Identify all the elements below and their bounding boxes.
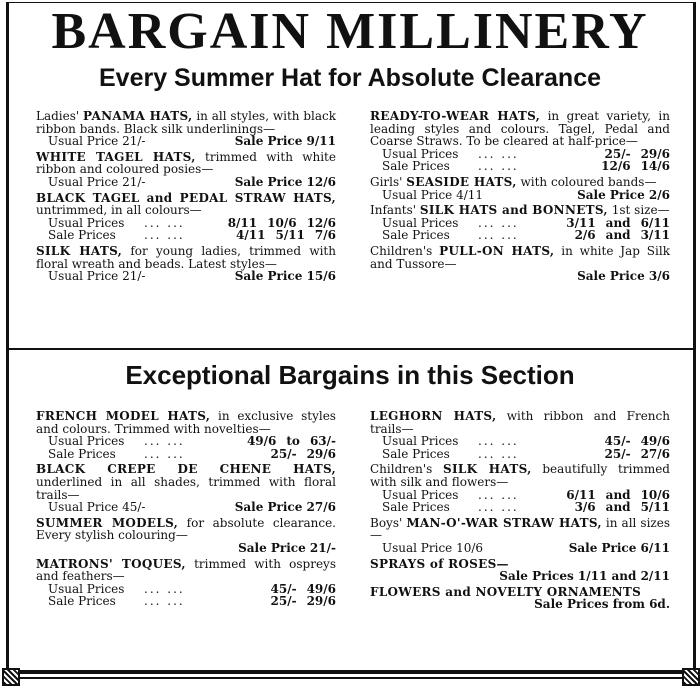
product-listing [36, 410, 336, 460]
product-details: with coloured bands— [520, 174, 657, 189]
sale-prices-label: Sale Prices [382, 500, 450, 515]
usual-prices-value: and [605, 215, 631, 230]
price-row [370, 542, 670, 555]
product-details: underlined in all shades, trimmed with floral trails— [36, 474, 336, 502]
price-row [36, 270, 336, 283]
sale-prices-values [206, 229, 336, 242]
product-name: SEASIDE HATS, [406, 174, 517, 189]
product-listing [36, 463, 336, 513]
page-title: BARGAIN MILLINERY [51, 3, 649, 60]
price-row [36, 542, 336, 555]
usual-prices-value: 25/- [604, 146, 631, 161]
sale-prices-value: 25/- [270, 446, 297, 461]
usual-price: Usual Price 21/- [48, 134, 146, 149]
product-lead: Infants' [370, 203, 417, 218]
bottom-right-column [370, 410, 670, 614]
usual-prices-value: 63/- [309, 434, 336, 449]
sale-prices-value: 25/- [604, 446, 631, 461]
usual-prices-value: 49/6 [306, 581, 336, 596]
price-row [36, 176, 336, 189]
usual-prices-value: 45/- [604, 434, 631, 449]
sale-prices-values [540, 501, 670, 514]
section-title: Exceptional Bargains in this Section [125, 360, 575, 390]
product-name: SILK HATS, [36, 243, 123, 258]
usual-prices-label: Usual Prices [382, 146, 459, 161]
usual-price: Usual Price 21/- [48, 174, 146, 189]
usual-prices-label: Usual Prices [382, 487, 459, 502]
product-description [36, 410, 336, 435]
sale-prices-values [540, 448, 670, 461]
product-lead: Girls' [370, 174, 403, 189]
product-name: LEGHORN HATS, [370, 409, 497, 423]
top-right-column [370, 110, 670, 286]
product-name: SUMMER MODELS, [36, 515, 179, 530]
product-listing [36, 151, 336, 189]
sale-prices-values [206, 595, 336, 608]
product-listing [36, 245, 336, 283]
corner-ornament-icon [682, 668, 700, 686]
usual-prices-value: to [286, 434, 300, 449]
usual-prices-value: 45/- [270, 581, 297, 596]
usual-price: Usual Price 21/- [48, 269, 146, 284]
price-row [36, 501, 336, 514]
product-name: SILK HATS and BONNETS, [419, 203, 608, 218]
sale-price: Sale Price 2/6 [577, 187, 670, 202]
sale-prices-value: 2/6 [574, 228, 596, 243]
sale-prices-row [36, 595, 336, 608]
leader-dots: ... ... [144, 228, 185, 243]
usual-prices-label: Usual Prices [48, 215, 125, 230]
sale-prices-row [36, 229, 336, 242]
usual-prices-value: 8/11 [227, 215, 258, 230]
usual-prices-value: 29/6 [640, 146, 670, 161]
product-listing [370, 586, 670, 611]
product-description [36, 517, 336, 542]
product-name: WHITE TAGEL HATS, [36, 149, 196, 164]
product-description [370, 176, 670, 189]
sale-prices-label: Sale Prices [48, 446, 116, 461]
product-details: trimmed with ospreys and feathers— [36, 556, 336, 584]
sale-prices-row [370, 229, 670, 242]
product-name: BLACK TAGEL and PEDAL STRAW HATS, [36, 190, 336, 205]
sale-prices-value: 4/11 [236, 228, 266, 243]
price-row [370, 598, 670, 611]
leader-dots: ... ... [478, 500, 519, 515]
section-divider [6, 348, 694, 350]
product-name: READY-TO-WEAR HATS, [370, 109, 541, 123]
page-subtitle: Every Summer Hat for Absolute Clearance [98, 64, 602, 92]
sale-prices-value: 29/6 [306, 594, 336, 609]
product-name: PULL-ON HATS, [439, 243, 555, 258]
usual-prices-label: Usual Prices [382, 434, 459, 449]
product-listing [370, 245, 670, 283]
product-description [370, 410, 670, 435]
product-lead: Children's [370, 462, 433, 477]
sale-price: Sale Price 6/11 [568, 540, 670, 555]
product-lead: Boys' [370, 515, 403, 530]
price-row [370, 570, 670, 583]
sale-price: Sale Price 9/11 [234, 134, 336, 149]
sale-prices-value: 27/6 [640, 446, 670, 461]
sale-prices-row [370, 160, 670, 173]
sale-price: Sale Price 15/6 [234, 269, 336, 284]
product-listing [370, 110, 670, 173]
product-listing [370, 204, 670, 242]
product-details: for absolute clearance. Every stylish colouring— [36, 515, 336, 543]
leader-dots: ... ... [144, 446, 185, 461]
usual-prices-value: 3/11 [566, 215, 596, 230]
bottom-rule [6, 670, 696, 674]
product-details: in all sizes— [370, 515, 670, 543]
price-row [370, 270, 670, 283]
usual-prices-value: 49/6 [640, 434, 670, 449]
product-details: in great variety, in leading styles and colours. Tagel, Pedal and Coarse Straws. To be cleared at half-price— [370, 109, 670, 149]
product-description [36, 192, 336, 217]
product-description [370, 204, 670, 217]
leader-dots: ... ... [478, 146, 519, 161]
usual-prices-value: 10/6 [640, 487, 670, 502]
usual-prices-label: Usual Prices [48, 434, 125, 449]
sale-prices-row [370, 448, 670, 461]
usual-prices-row [36, 435, 336, 448]
sale-prices-value: and [605, 228, 631, 243]
leader-dots: ... ... [478, 446, 519, 461]
usual-prices-value: 10/6 [267, 215, 297, 230]
product-listing [370, 517, 670, 555]
sale-prices-value: 25/- [270, 594, 297, 609]
usual-price: Usual Price 4/11 [382, 187, 484, 202]
product-description [36, 245, 336, 270]
usual-prices-label: Usual Prices [382, 215, 459, 230]
usual-prices-values [206, 435, 336, 448]
sale-prices-row [36, 448, 336, 461]
product-listing [36, 192, 336, 242]
sale-prices-label: Sale Prices [382, 446, 450, 461]
sale-price: Sale Price 12/6 [234, 174, 336, 189]
usual-prices-value: 49/6 [246, 434, 277, 449]
price-row [36, 135, 336, 148]
leader-dots: ... ... [144, 594, 185, 609]
product-name: PANAMA HATS, [83, 109, 193, 123]
product-details: untrimmed, in all colours— [36, 203, 202, 218]
product-listing [370, 410, 670, 460]
product-description [36, 151, 336, 176]
leader-dots: ... ... [144, 434, 185, 449]
sale-prices-value: 7/6 [314, 228, 336, 243]
sale-prices-row [370, 501, 670, 514]
leader-dots: ... ... [144, 581, 185, 596]
bottom-left-column [36, 410, 336, 611]
sale-price: Sale Price 27/6 [234, 500, 336, 515]
usual-price: Usual Price 45/- [48, 500, 146, 515]
product-listing [36, 110, 336, 148]
sale-prices-label: Sale Prices [382, 159, 450, 174]
leader-dots: ... ... [478, 159, 519, 174]
bottom-rule-thin [6, 677, 696, 679]
product-listing [36, 517, 336, 555]
sale-prices-value: 12/6 [601, 159, 631, 174]
usual-prices-value: 6/11 [640, 215, 670, 230]
sale-prices-value: 3/11 [640, 228, 670, 243]
product-name: MAN-O'-WAR STRAW HATS, [406, 515, 602, 530]
usual-prices-value: 12/6 [306, 215, 336, 230]
usual-prices-value: and [605, 487, 631, 502]
sale-price: Sale Prices from 6d. [534, 597, 670, 612]
product-details: in exclusive styles and colours. Trimmed with novelties— [36, 409, 336, 436]
leader-dots: ... ... [478, 487, 519, 502]
product-lead: Ladies' [36, 109, 80, 123]
product-description [36, 110, 336, 135]
product-details: in white Jap Silk and Tussore— [370, 243, 670, 271]
leader-dots: ... ... [144, 215, 185, 230]
leader-dots: ... ... [478, 434, 519, 449]
product-description [370, 245, 670, 270]
sale-prices-values [206, 448, 336, 461]
product-details: with ribbon and French trails— [370, 409, 670, 436]
sale-prices-label: Sale Prices [382, 228, 450, 243]
sale-prices-value: 5/11 [275, 228, 305, 243]
usual-prices-label: Usual Prices [48, 581, 125, 596]
sale-prices-value: 14/6 [640, 159, 670, 174]
sale-prices-value: 5/11 [640, 500, 670, 515]
sale-prices-label: Sale Prices [48, 228, 116, 243]
usual-prices-values [540, 435, 670, 448]
price-row [370, 189, 670, 202]
product-details: 1st size— [611, 203, 670, 218]
product-description [36, 463, 336, 501]
product-description [370, 110, 670, 148]
sale-price: Sale Price 21/- [238, 540, 336, 555]
product-description [36, 558, 336, 583]
sale-price: Sale Price 3/6 [577, 269, 670, 284]
product-lead: Children's [370, 243, 433, 258]
product-name: SPRAYS of ROSES— [370, 556, 509, 571]
usual-price: Usual Price 10/6 [382, 540, 484, 555]
product-name: FRENCH MODEL HATS, [36, 409, 211, 423]
product-name: MATRONS' TOQUES, [36, 556, 186, 571]
product-name: FLOWERS and NOVELTY ORNAMENTS [370, 584, 642, 599]
top-left-column [36, 110, 336, 286]
sale-prices-value: 3/6 [574, 500, 596, 515]
product-details: beautifully trimmed with silk and flowers— [370, 462, 670, 489]
usual-prices-row [370, 435, 670, 448]
sale-prices-label: Sale Prices [48, 594, 116, 609]
leader-dots: ... ... [478, 228, 519, 243]
product-details: in all styles, with black ribbon bands. Black silk underlinings— [36, 109, 336, 136]
sale-prices-value: 29/6 [306, 446, 336, 461]
product-name: BLACK CREPE DE CHENE HATS, [36, 462, 336, 477]
product-description [370, 463, 670, 488]
leader-dots: ... ... [478, 215, 519, 230]
sale-prices-values [540, 229, 670, 242]
product-name: SILK HATS, [443, 462, 532, 477]
product-listing [36, 558, 336, 608]
sale-prices-value: and [605, 500, 631, 515]
usual-prices-value: 6/11 [566, 487, 596, 502]
corner-ornament-icon [2, 668, 20, 686]
product-details: for young ladies, trimmed with floral wreath and beads. Latest styles— [36, 243, 336, 271]
product-listing [370, 463, 670, 513]
product-listing [370, 176, 670, 201]
sale-prices-values [540, 160, 670, 173]
product-details: trimmed with white ribbon and coloured posies— [36, 149, 336, 177]
product-listing [370, 558, 670, 583]
product-description [370, 517, 670, 542]
sale-price: Sale Prices 1/11 and 2/11 [499, 569, 670, 584]
